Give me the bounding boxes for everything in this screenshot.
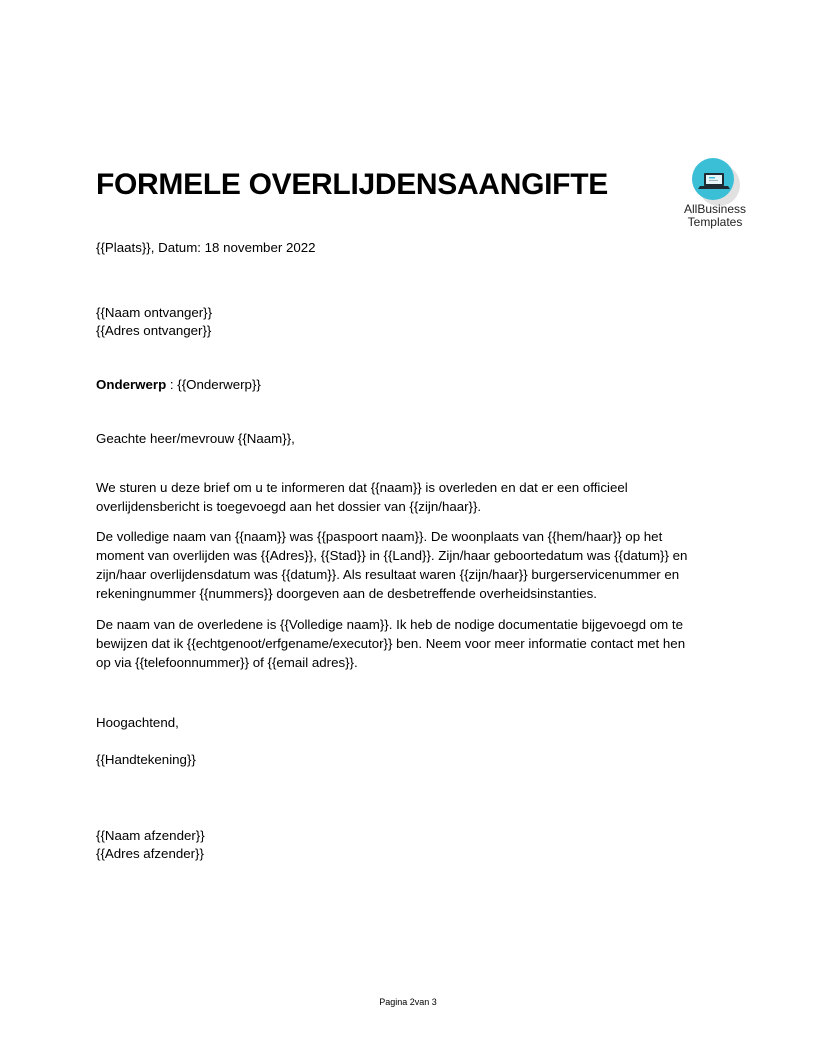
paragraph-line: op via {{telefoonnummer}} of {{email adres}}. — [96, 655, 358, 670]
paragraph-line: moment van overlijden was {{Adres}}, {{Stad}} in {{Land}}. Zijn/haar geboortedatum was {{datum}} en — [96, 548, 688, 563]
logo-wordmark — [676, 203, 754, 229]
paragraph-line: bewijzen dat ik {{echtgenoot/erfgename/executor}} ben. Neem voor meer informatie contact met hen — [96, 636, 686, 651]
logo-line-1: AllBusiness — [683, 202, 747, 216]
body-paragraph-2 — [96, 527, 718, 603]
paragraph-line: rekeningnummer {{nummers}} doorgeven aan de desbetreffende overheidsinstanties. — [96, 586, 597, 601]
subject-label: Onderwerp — [96, 377, 167, 392]
body-paragraph-1 — [96, 478, 718, 516]
page-number-footer: Pagina 2van 3 — [379, 997, 437, 1007]
logo-line-2: Templates — [687, 215, 743, 229]
document-title: FORMELE OVERLIJDENSAANGIFTE — [96, 168, 608, 201]
paragraph-line: We sturen u deze brief om u te informeren dat {{naam}} is overleden en dat er een officieel — [96, 480, 628, 495]
laptop-icon — [690, 168, 738, 194]
paragraph-line: De volledige naam van {{naam}} was {{paspoort naam}}. De woonplaats van {{hem/haar}} op het — [96, 529, 663, 544]
subject-value: {{Onderwerp}} — [177, 377, 261, 392]
body-paragraph-3 — [96, 615, 718, 672]
subject-separator: : — [166, 377, 178, 392]
recipient-address: {{Adres ontvanger}} — [96, 323, 212, 338]
sender-address: {{Adres afzender}} — [96, 846, 204, 861]
signature-placeholder: {{Handtekening}} — [96, 752, 196, 767]
subject-line — [96, 376, 261, 394]
paragraph-line: De naam van de overledene is {{Volledige naam}}. Ik heb de nodige documentatie bijgevoegd om te — [96, 617, 683, 632]
allbusiness-templates-logo — [676, 156, 754, 234]
salutation: Geachte heer/mevrouw {{Naam}}, — [96, 431, 295, 446]
sender-name: {{Naam afzender}} — [96, 828, 205, 843]
closing: Hoogachtend, — [96, 715, 179, 730]
paragraph-line: overlijdensbericht is toegevoegd aan het dossier van {{zijn/haar}}. — [96, 499, 482, 514]
paragraph-line: zijn/haar overlijdensdatum was {{datum}}. Als resultaat waren {{zijn/haar}} burgerservicenummer en — [96, 567, 680, 582]
place-date-line: {{Plaats}}, Datum: 18 november 2022 — [96, 240, 316, 255]
recipient-name: {{Naam ontvanger}} — [96, 305, 213, 320]
